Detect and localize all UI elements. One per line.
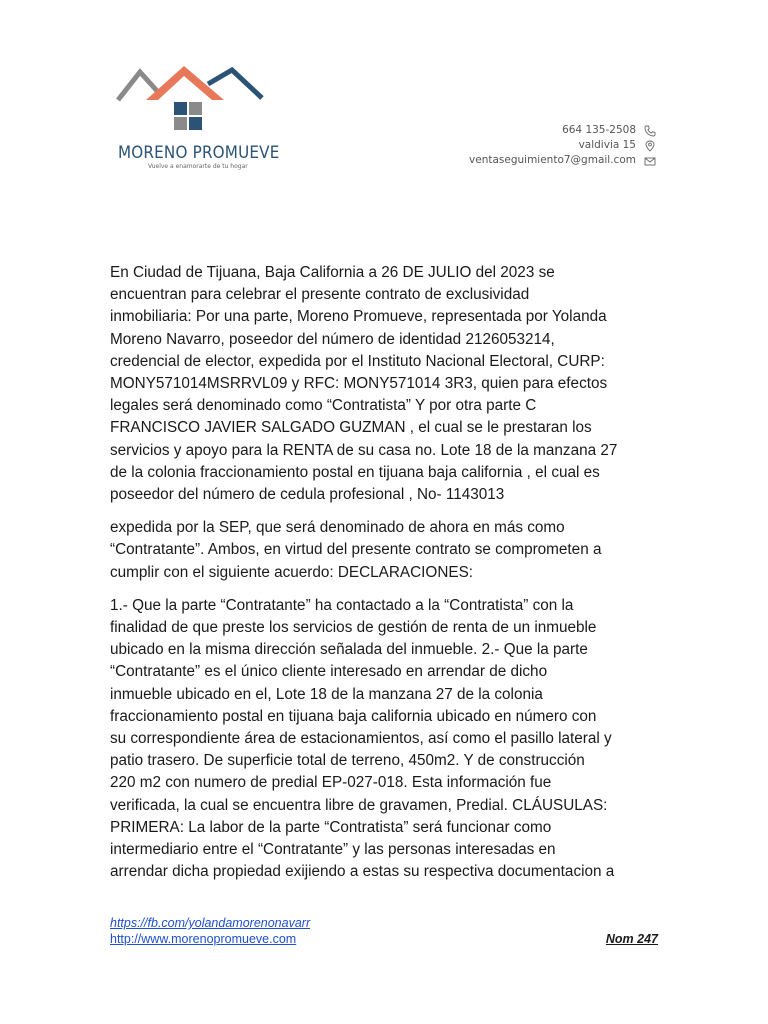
brand-tagline: Vuelve a enamorarte de tu hogar: [148, 163, 248, 170]
contact-email-row: [469, 153, 656, 168]
text-line: legales será denominado como “Contratista” Y por otra parte C: [110, 397, 537, 415]
contact-phone: 664 135-2508: [562, 124, 636, 136]
text-line: credencial de elector, expedida por el Instituto Nacional Electoral, CURP:: [110, 352, 605, 370]
text-line: FRANCISCO JAVIER SALGADO GUZMAN , el cual se le prestaran los: [110, 419, 592, 437]
paragraph-declarations: [110, 595, 660, 884]
company-logo: [112, 62, 272, 142]
mail-icon: [642, 155, 656, 167]
text-line: expedida por la SEP, que será denominado de ahora en más como: [110, 519, 565, 537]
page-label: Nom 247: [605, 932, 658, 946]
text-line: su correspondiente área de estacionamientos, así como el pasillo lateral y: [110, 730, 612, 748]
text-line: ubicado en la misma dirección señalada del inmueble. 2.- Que la parte: [110, 641, 588, 659]
text-line: PRIMERA: La labor de la parte “Contratista” será funcionar como: [110, 818, 552, 836]
text-line: fraccionamiento postal en tijuana baja california ubicado en número con: [110, 707, 597, 725]
page-footer: [110, 915, 658, 947]
house-roof-logo-icon: [112, 62, 272, 142]
text-line: de la colonia fraccionamiento postal en tijuana baja california , el cual es: [110, 463, 600, 481]
text-line: encuentran para celebrar el presente contrato de exclusividad: [110, 286, 530, 304]
text-line: “Contratante”. Ambos, en virtud del presente contrato se comprometen a: [110, 541, 602, 559]
text-line: En Ciudad de Tijuana, Baja California a 26 DE JULIO del 2023 se: [110, 264, 555, 281]
text-line: “Contratante” es el único cliente interesado en arrendar de dicho: [110, 663, 548, 681]
text-line: 1.- Que la parte “Contratante” ha contactado a la “Contratista” con la: [110, 596, 574, 614]
text-line: servicios y apoyo para la RENTA de su casa no. Lote 18 de la manzana 27: [110, 441, 618, 459]
text-line: intermediario entre el “Contratante” y las personas interesadas en: [110, 841, 556, 859]
website-link[interactable]: http://www.morenopromueve.com: [110, 932, 297, 946]
text-line: poseedor del número de cedula profesional , No- 1143013: [110, 486, 505, 504]
phone-icon: [642, 125, 656, 137]
contact-email: ventaseguimiento7@gmail.com: [469, 154, 636, 166]
paragraph-intro: [110, 262, 660, 506]
brand-name: MORENO PROMUEVE: [118, 143, 280, 162]
contract-body: [110, 262, 660, 894]
text-line: inmobiliaria: Por una parte, Moreno Promueve, representada por Yolanda: [110, 308, 607, 326]
text-line: verificada, la cual se encuentra libre de gravamen, Predial. CLÁUSULAS:: [110, 796, 608, 814]
facebook-link[interactable]: https://fb.com/yolandamorenonavarr: [110, 916, 311, 930]
location-pin-icon: [642, 140, 656, 152]
text-line: finalidad de que preste los servicios de gestión de renta de un inmueble: [110, 619, 597, 637]
contact-phone-row: [469, 123, 656, 138]
text-line: 220 m2 con numero de predial EP-027-018. Esta información fue: [110, 774, 552, 792]
text-line: inmueble ubicado en el, Lote 18 de la manzana 27 de la colonia: [110, 685, 543, 703]
text-line: arrendar dicha propiedad exijiendo a estas su respectiva documentacion a: [110, 863, 615, 881]
contact-block: [469, 123, 656, 168]
contact-address: valdivia 15: [578, 139, 636, 151]
contact-address-row: [469, 138, 656, 153]
text-line: Moreno Navarro, poseedor del número de identidad 2126053214,: [110, 330, 555, 348]
text-line: cumplir con el siguiente acuerdo: DECLARACIONES:: [110, 563, 474, 581]
text-line: patio trasero. De superficie total de terreno, 450m2. Y de construcción: [110, 752, 585, 770]
paragraph-agreement: [110, 517, 660, 584]
text-line: MONY571014MSRRVL09 y RFC: MONY571014 3R3, quien para efectos: [110, 375, 608, 393]
